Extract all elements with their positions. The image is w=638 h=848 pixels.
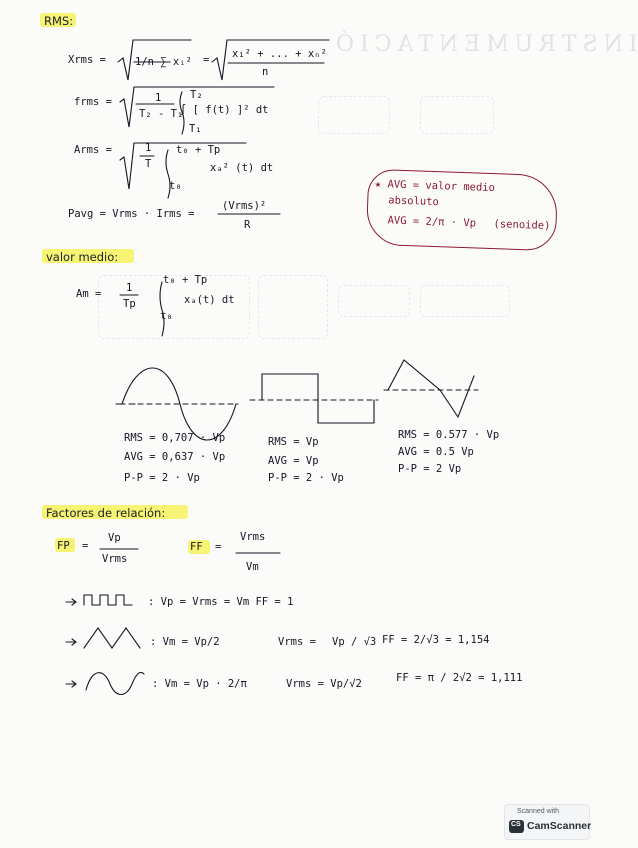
fp-equals: =	[82, 540, 89, 552]
pavg-denominator: R	[244, 219, 251, 231]
avg-note-line2: absoluto	[388, 194, 440, 209]
frms-integral: ∫ [ f(t) ]² dt	[180, 104, 269, 116]
square-wave-icon	[84, 595, 132, 605]
triangle-pp: P-P = 2 Vp	[398, 463, 462, 475]
ff-equals: =	[215, 541, 222, 553]
arms-upper-limit: t₀ + Tp	[176, 144, 221, 156]
arms-lower-limit: t₀	[169, 180, 182, 192]
avg-note-line3b: (senoide)	[493, 218, 551, 233]
xrms-fraction: 1/n ∑ xᵢ²	[135, 56, 192, 68]
frms-sqrt	[120, 87, 274, 127]
square-avg: AVG = Vp	[268, 455, 319, 467]
xrms-denominator: n	[262, 66, 269, 78]
arms-integrand: xₐ² (t) dt	[210, 162, 274, 174]
camscanner-logo-icon: CS	[509, 820, 524, 833]
triangle-factor-ff: FF = 2/√3 = 1,154	[382, 634, 490, 646]
fp-denominator: Vrms	[102, 553, 128, 565]
fp-numerator: Vp	[108, 532, 121, 544]
ff-denominator: Vm	[246, 561, 259, 573]
mean-integrand: xₐ(t) dt	[184, 294, 235, 306]
frms-upper-limit: T₂	[190, 89, 203, 101]
pavg-formula: Pavg = Vrms · Irms =	[68, 208, 195, 220]
square-factor-row: : Vp = Vrms = Vm FF = 1	[148, 596, 294, 608]
xrms-lhs: Xrms =	[68, 54, 106, 66]
mean-lhs: Am =	[76, 288, 102, 300]
mean-lower-limit: t₀	[160, 310, 173, 322]
pavg-numerator: (Vrms)²	[222, 200, 267, 212]
heading-mean-value: valor medio:	[46, 250, 119, 264]
ff-label: FF	[190, 541, 203, 553]
arms-fraction-numerator: 1	[145, 142, 152, 154]
mean-fraction-numerator: 1	[126, 282, 133, 294]
arms-fraction-denominator: T	[145, 158, 152, 170]
stamp-caption: Scanned with	[517, 808, 560, 815]
stamp-brand: CamScanner	[527, 820, 592, 832]
sine-factor-vrms: Vrms = Vp/√2	[286, 678, 362, 690]
heading-relation-factors: Factores de relación:	[46, 506, 166, 520]
xrms-sqrt-2	[212, 40, 329, 80]
sine-wave-icon	[86, 672, 144, 694]
xrms-numerator: x₁² + ... + xₙ²	[232, 48, 327, 60]
sine-factor-ff: FF = π / 2√2 = 1,111	[396, 672, 523, 684]
triangle-waveform	[388, 360, 474, 417]
arms-sqrt	[120, 143, 246, 189]
heading-rms: RMS:	[44, 14, 74, 28]
frms-fraction-denominator: T₂ - T₁	[139, 108, 184, 120]
fp-label: FP	[57, 540, 70, 552]
sine-pp: P-P = 2 · Vp	[124, 472, 200, 484]
mean-fraction-denominator: Tp	[123, 298, 136, 310]
sine-factor-vm: : Vm = Vp · 2/π	[152, 678, 247, 690]
arms-lhs: Arms =	[74, 144, 112, 156]
triangle-factor-vrms-label: Vrms =	[278, 636, 316, 648]
square-waveform	[262, 374, 374, 423]
xrms-sqrt-1	[118, 40, 191, 80]
triangle-factor-vrms-value: Vp / √3	[332, 636, 377, 648]
frms-fraction-numerator: 1	[155, 92, 162, 104]
triangle-factor-vm: : Vm = Vp/2	[150, 636, 220, 648]
frms-lower-limit: T₁	[189, 123, 202, 135]
avg-note-line1: ★ AVG = valor medio	[374, 177, 496, 195]
mean-upper-limit: t₀ + Tp	[163, 274, 208, 286]
sine-rms: RMS = 0,707 · Vp	[124, 432, 226, 444]
triangle-wave-icon	[84, 628, 140, 648]
camscanner-stamp	[504, 804, 590, 840]
bleed-through-text: INSTRUMENTACIÓ	[330, 32, 638, 57]
xrms-equals: =	[203, 54, 210, 66]
triangle-rms: RMS = 0.577 · Vp	[398, 429, 500, 441]
triangle-avg: AVG = 0.5 Vp	[398, 446, 474, 458]
ff-numerator: Vrms	[240, 531, 266, 543]
sine-avg: AVG = 0,637 · Vp	[124, 451, 226, 463]
square-pp: P-P = 2 · Vp	[268, 472, 344, 484]
frms-lhs: frms =	[74, 96, 112, 108]
square-rms: RMS = Vp	[268, 436, 319, 448]
avg-note-line3: AVG = 2/π · Vp	[387, 214, 477, 230]
